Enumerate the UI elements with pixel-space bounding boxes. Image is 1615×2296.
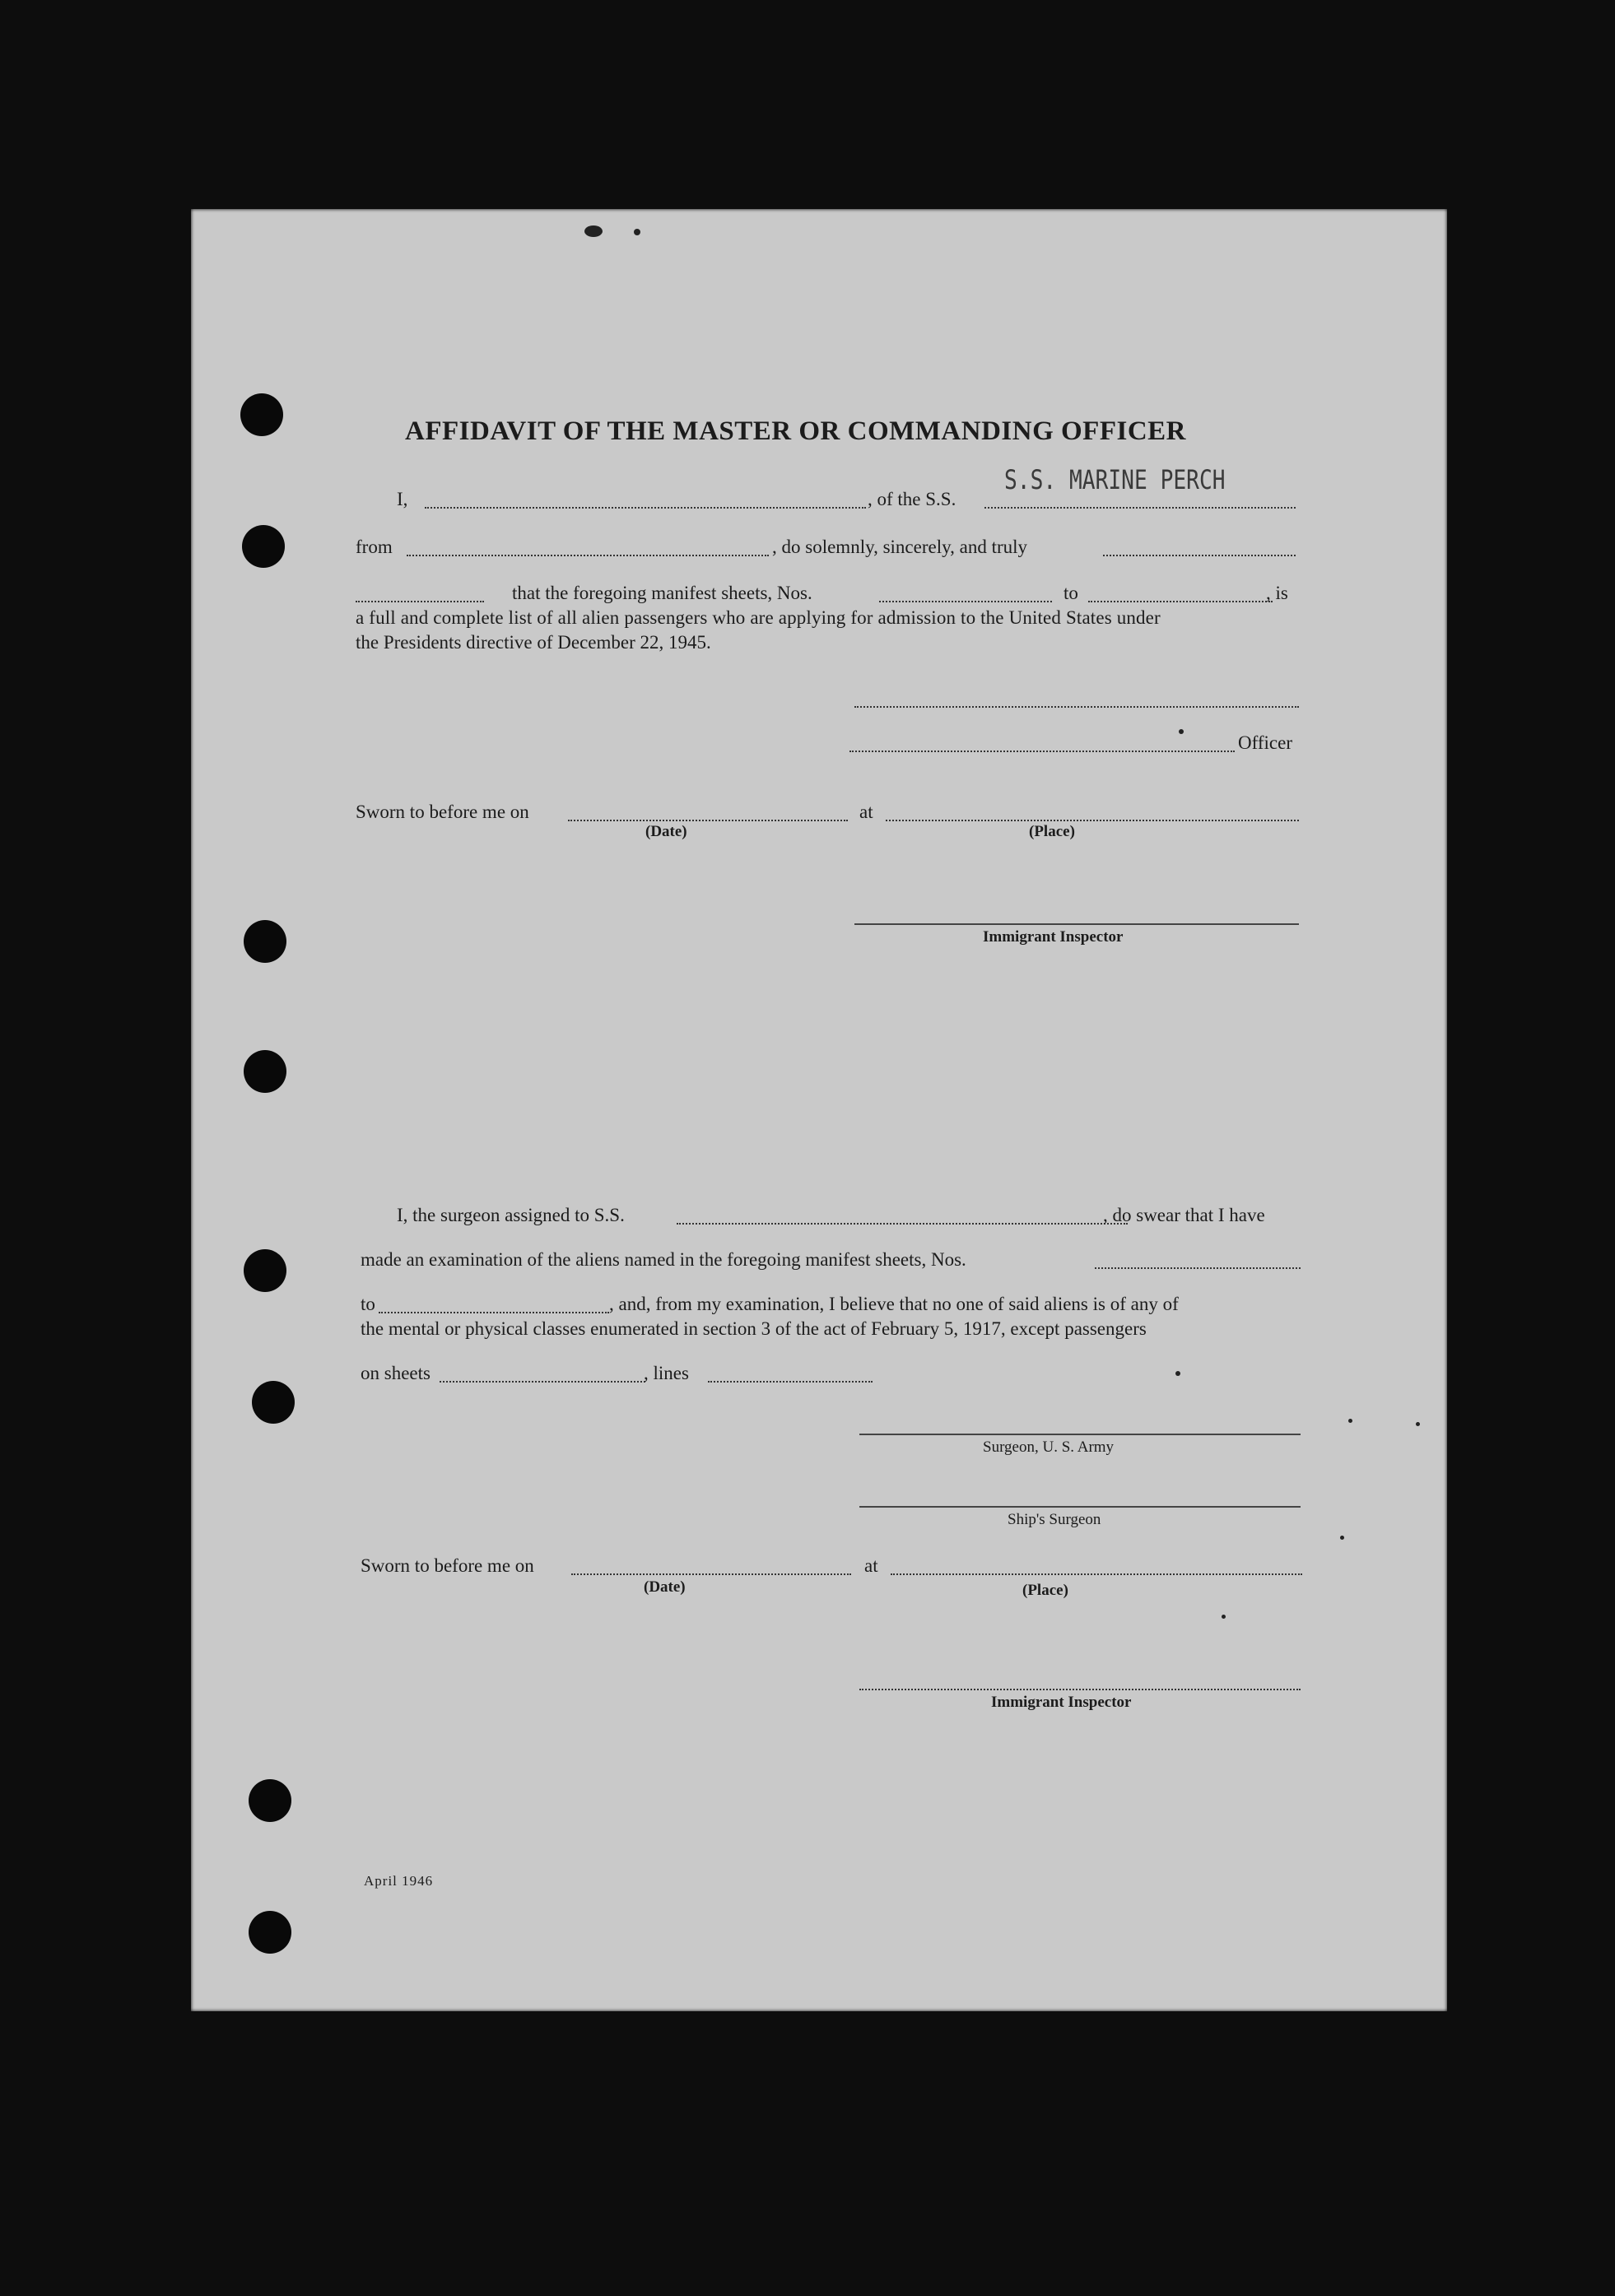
from-label: from [356,537,393,557]
document-page [191,209,1447,2011]
on-sheets-field[interactable] [440,1381,645,1383]
ships-surgeon-label: Ship's Surgeon [1008,1511,1101,1528]
surgeon-line-1b: , do swear that I have [1103,1205,1265,1225]
punch-hole [242,525,285,568]
surgeon-to-label: to [361,1294,375,1314]
oath-field[interactable] [1103,555,1296,556]
lines-field[interactable] [708,1381,873,1383]
inspector-signature-field[interactable] [854,923,1299,925]
surgeon-line-3b: , and, from my examination, I believe that no one of said aliens is of any of [609,1294,1179,1314]
surgeon-sworn-place-field[interactable] [891,1573,1302,1575]
form-date: April 1946 [364,1873,434,1889]
solemnly-label: , do solemnly, sincerely, and truly [772,537,1028,557]
master-signature-field[interactable] [854,706,1299,708]
to-label: to [1063,583,1078,603]
manifest-to-field[interactable] [1088,601,1273,602]
surgeon-inspector-signature-field[interactable] [859,1689,1301,1690]
punch-hole [249,1911,291,1954]
master-name-field[interactable] [425,507,866,509]
surgeon-sworn-date-field[interactable] [571,1573,851,1575]
lines-label: , lines [644,1363,689,1383]
punch-hole [244,920,286,963]
officer-label: Officer [1238,732,1292,753]
manifest-from-field[interactable] [879,601,1052,602]
surgeon-place-caption: (Place) [1022,1582,1068,1599]
para-line-2: a full and complete list of all alien passengers who are applying for admission to the United States under [356,607,1161,628]
punch-hole [244,1249,286,1292]
surgeon-nos-field[interactable] [1095,1267,1301,1269]
sworn-label: Sworn to before me on [356,802,529,822]
punch-hole [240,393,283,436]
surgeon-at-label: at [864,1555,878,1576]
sworn-date-field[interactable] [568,820,848,821]
at-label: at [859,802,873,822]
date-caption: (Date) [645,823,687,840]
speck [1175,1371,1180,1376]
surgeon-line-2: made an examination of the aliens named in the foregoing manifest sheets, Nos. [361,1249,966,1270]
oath-word-field[interactable] [356,601,484,602]
officer-field[interactable] [849,751,1235,752]
para-line-3: the Presidents directive of December 22, 1945. [356,632,711,653]
surgeon-line-4: the mental or physical classes enumerated in section 3 of the act of February 5, 1917, except passengers [361,1318,1147,1339]
punch-hole [252,1381,295,1424]
on-sheets-label: on sheets [361,1363,431,1383]
speck [1348,1419,1352,1423]
surgeon-sworn-label: Sworn to before me on [361,1555,534,1576]
surgeon-inspector-label: Immigrant Inspector [991,1694,1132,1711]
army-surgeon-label: Surgeon, U. S. Army [983,1438,1115,1456]
place-caption: (Place) [1029,823,1075,840]
surgeon-line-1a: I, the surgeon assigned to S.S. [397,1205,625,1225]
speck [1416,1422,1420,1426]
speck [634,229,640,235]
sworn-place-field[interactable] [886,820,1299,821]
surgeon-date-caption: (Date) [644,1578,686,1596]
is-label: , is [1266,583,1288,603]
speck [1179,729,1184,734]
surgeon-to-field[interactable] [379,1312,609,1313]
ship-name-field[interactable] [984,507,1296,509]
speck [1222,1615,1226,1619]
inspector-label: Immigrant Inspector [983,928,1124,946]
i-label: I, [397,489,408,509]
speck [1340,1536,1344,1540]
from-field[interactable] [407,555,769,556]
punch-hole [249,1779,291,1822]
punch-hole [244,1050,286,1093]
ships-surgeon-signature-field[interactable] [859,1506,1301,1508]
page-title: AFFIDAVIT OF THE MASTER OR COMMANDING OFFICER [405,416,1186,446]
of-ss-label: , of the S.S. [868,489,956,509]
surgeon-ship-field[interactable] [677,1223,1128,1225]
ship-name-stamp: S.S. MARINE PERCH [1004,464,1226,495]
army-surgeon-signature-field[interactable] [859,1434,1301,1435]
speck [584,225,603,237]
manifest-label: that the foregoing manifest sheets, Nos. [512,583,812,603]
